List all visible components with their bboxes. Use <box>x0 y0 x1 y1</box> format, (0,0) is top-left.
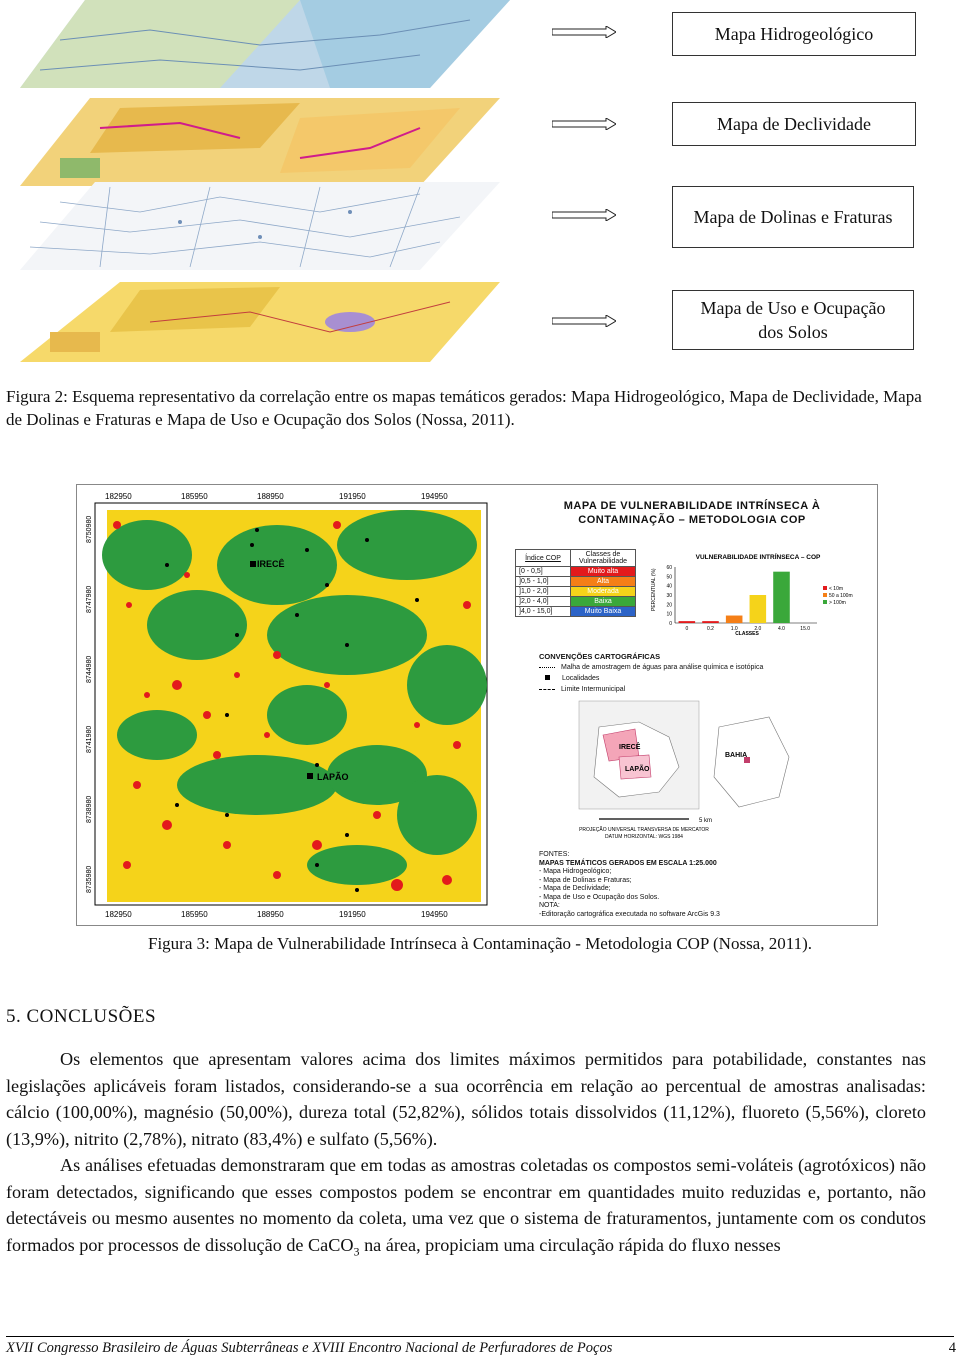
convention-label: Localidades <box>562 675 600 682</box>
x-tick-label: 191950 <box>339 910 366 919</box>
subscript-3: 3 <box>353 1244 360 1259</box>
location-inset-map <box>539 697 799 847</box>
label-dolinas-map: Mapa de Dolinas e Fraturas <box>672 186 914 248</box>
y-tick-label: 8738980 <box>86 795 93 823</box>
bar-x-tick: 1.0 <box>730 626 738 632</box>
arrow-right-icon <box>552 118 616 130</box>
bar-chart-ylabel: PERCENTUAL (%) <box>651 568 657 611</box>
bar-legend-swatch <box>823 586 827 590</box>
map-sources <box>539 851 720 919</box>
legend-header-index: Índice COP <box>516 550 571 567</box>
projection-line: PROJEÇÃO UNIVERSAL TRANSVERSA DE MERCATOR <box>579 827 709 833</box>
convention-label: Malha de amostragem de águas para análise química e isotópica <box>561 664 764 671</box>
bar-legend-label: 50 a 100m <box>829 593 853 599</box>
figure-3 <box>76 484 878 926</box>
sources-title: FONTES: <box>539 851 570 858</box>
vulnerability-map <box>77 485 497 925</box>
source-item: - Mapa Hidrogeológico; <box>539 868 612 875</box>
bar-y-tick: 50 <box>666 574 672 581</box>
map-title-line2: CONTAMINAÇÃO – METODOLOGIA COP <box>578 514 806 526</box>
label-land-use-map: Mapa de Uso e Ocupação dos Solos <box>672 290 914 350</box>
note-title: NOTA: <box>539 902 560 909</box>
label-hydrogeological-map: Mapa Hidrogeológico <box>672 12 916 56</box>
arrow-right-icon <box>552 26 616 38</box>
legend-row <box>516 587 636 597</box>
bar-x-tick: 2.0 <box>754 626 762 632</box>
legend-range: ]4,0 - 15,0] <box>516 607 571 617</box>
bar-y-tick: 30 <box>666 593 672 599</box>
legend-range: ]1,0 - 2,0] <box>516 587 571 597</box>
bar-x-tick: 15.0 <box>800 626 811 632</box>
source-item: - Mapa de Uso e Ocupação dos Solos. <box>539 893 660 901</box>
figure-3-caption: Figura 3: Mapa de Vulnerabilidade Intrínseca à Contaminação - Metodologia COP (Nossa, 2011). <box>147 934 813 953</box>
legend-range: ]2,0 - 4,0] <box>516 597 571 607</box>
grid-legend-symbol <box>539 667 555 668</box>
sources-subtitle: MAPAS TEMÁTICOS GERADOS EM ESCALA 1:25.000 <box>539 859 717 867</box>
locality-legend-symbol <box>545 675 550 680</box>
projection-line: DATUM HORIZONTAL: WGS 1984 <box>605 834 683 840</box>
section-heading: 5. CONCLUSÕES <box>6 1006 157 1027</box>
y-tick-label: 8744980 <box>86 655 93 683</box>
bar-chart-title: VULNERABILIDADE INTRÍNSECA – COP <box>695 554 821 561</box>
boundary-legend-symbol <box>539 689 555 690</box>
cop-bar-chart <box>647 549 869 639</box>
scale-bar-label: 5 km <box>699 818 713 824</box>
y-tick-label: 8741980 <box>86 725 93 753</box>
inset-lapao-label: LAPÃO <box>625 766 650 773</box>
x-tick-label: 188950 <box>257 910 284 919</box>
cartographic-conventions <box>539 651 763 695</box>
legend-range: ]0,5 - 1,0] <box>516 577 571 587</box>
figure-2-caption: Figura 2: Esquema representativo da correlação entre os mapas temáticos gerados: Mapa Hidrogeológico, Mapa de Declividade, Mapa de Dolinas e Fraturas e Mapa de Uso e Ocupação dos Solos (Nossa, 2011). <box>6 387 922 429</box>
note-text: -Editoração cartográfica executada no software ArcGis 9.3 <box>539 910 720 918</box>
slope-map-layer <box>0 98 520 188</box>
bar-y-tick: 0 <box>669 621 672 627</box>
land-use-map-layer <box>0 282 520 372</box>
x-tick-label: 182950 <box>105 492 132 501</box>
bar-x-tick: 0.2 <box>707 626 714 632</box>
bar <box>679 621 696 623</box>
x-tick-label: 191950 <box>339 492 366 501</box>
x-tick-label: 194950 <box>421 492 448 501</box>
x-tick-label: 194950 <box>421 910 448 919</box>
conclusions-body <box>6 1046 926 1265</box>
bar-legend-label: > 100m <box>829 600 846 606</box>
legend-class: Muito alta <box>571 567 636 577</box>
bar-chart-xlabel: CLASSES <box>735 631 759 637</box>
bar-legend-label: < 10m <box>829 586 844 592</box>
legend-class: Baixa <box>571 597 636 607</box>
map-title <box>517 499 867 527</box>
bar <box>750 595 767 623</box>
x-tick-label: 185950 <box>181 492 208 501</box>
y-tick-label: 8750980 <box>86 515 93 543</box>
x-tick-label: 185950 <box>181 910 208 919</box>
bar-y-tick: 40 <box>666 583 672 590</box>
convention-label: Limite Intermunicipal <box>561 686 626 693</box>
bar-legend-swatch <box>823 600 827 604</box>
legend-header-class: Classes de Vulnerabilidade <box>571 550 636 567</box>
label-slope-map: Mapa de Declividade <box>672 102 916 146</box>
cop-legend-table <box>515 549 636 617</box>
bar-x-tick: 0 <box>685 626 689 632</box>
bar <box>702 621 719 623</box>
conventions-title: CONVENÇÕES CARTOGRÁFICAS <box>539 652 661 661</box>
legend-row <box>516 577 636 587</box>
source-item: - Mapa de Dolinas e Fraturas; <box>539 876 632 884</box>
legend-class: Moderada <box>571 587 636 597</box>
paragraph-1: Os elementos que apresentam valores acima dos limites máximos permitidos para potabilidade, constantes nas legislações aplicáveis foram listados, considerando-se a sua ocorrência em relação ao percentual de amostras analisadas: cálcio (100,00%), magnésio (50,00%), dureza total (52,82%), sólidos totais dissolvidos (11,12%), fluoreto (5,56%), cloreto (13,9%), nitrito (2,78%), nitrato (83,4%) e sulfato (5,56%). <box>6 1049 926 1149</box>
hydrogeological-map-layer <box>0 0 520 90</box>
legend-class: Alta <box>571 577 636 587</box>
bar <box>773 572 790 623</box>
map-title-line1: MAPA DE VULNERABILIDADE INTRÍNSECA À <box>563 500 821 512</box>
legend-row <box>516 597 636 607</box>
bar-y-tick: 10 <box>666 611 672 618</box>
x-tick-label: 182950 <box>105 910 132 919</box>
paragraph-2-end: na área, propiciam uma circulação rápida do fluxo nesses <box>359 1234 781 1255</box>
legend-row <box>516 607 636 617</box>
y-tick-label: 8747980 <box>86 585 93 613</box>
y-tick-label: 8735980 <box>86 865 93 893</box>
town-lapao-label: LAPÃO <box>317 772 349 782</box>
paragraph-2-text: As análises efetuadas demonstraram que em todas as amostras coletadas os compostos semi-voláteis (agrotóxicos) não foram detectados, significando que esses compostos podem se encontrar em quantidades muito reduzidas e, portanto, não detectáveis ou mesmo ausentes no momento da coleta, uma vez que o sistema de fraturamentos, juntamente com os condutos formados por processos de dissolução de CaCO <box>6 1155 926 1255</box>
source-item: - Mapa de Declividade; <box>539 885 611 892</box>
footer-rule <box>6 1336 954 1337</box>
x-tick-label: 188950 <box>257 492 284 501</box>
dolinas-fractures-map-layer <box>0 182 520 272</box>
legend-class: Muito Baixa <box>571 607 636 617</box>
bar-x-tick: 4.0 <box>778 626 785 632</box>
inset-irece-label: IRECÊ <box>619 744 641 751</box>
inset-state-label: BAHIA <box>725 752 748 759</box>
page-number: 4 <box>948 1340 956 1356</box>
footer-text: XVII Congresso Brasileiro de Águas Subterrâneas e XVIII Encontro Nacional de Perfuradores de Poços <box>6 1340 613 1356</box>
bar <box>726 616 743 623</box>
arrow-right-icon <box>552 209 616 221</box>
arrow-right-icon <box>552 315 616 327</box>
bar-legend-swatch <box>823 593 827 597</box>
legend-range: [0 - 0,5] <box>516 567 571 577</box>
legend-row <box>516 567 636 577</box>
bar-y-tick: 60 <box>666 565 672 571</box>
bar-y-tick: 20 <box>666 602 672 609</box>
town-irece-label: IRECÊ <box>257 559 285 569</box>
paragraph-2 <box>6 1152 926 1265</box>
